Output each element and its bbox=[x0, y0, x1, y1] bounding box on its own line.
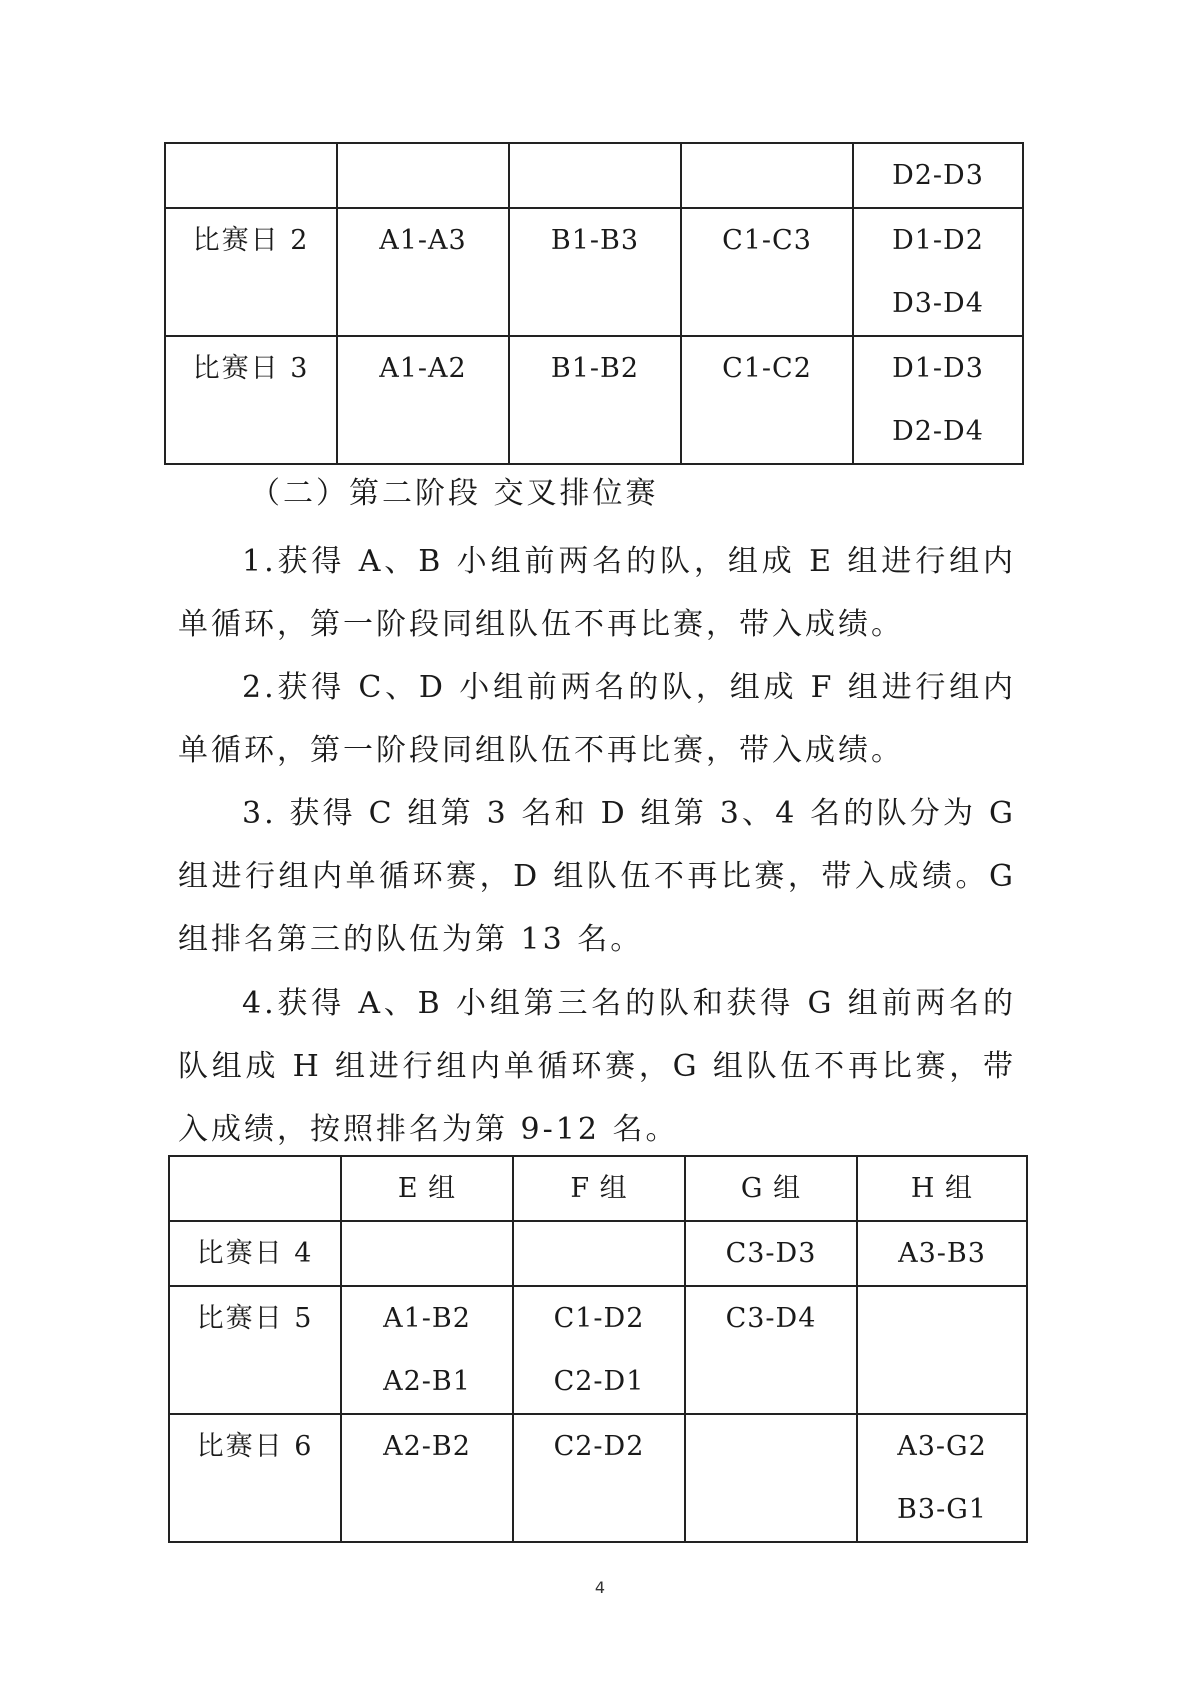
header-cell bbox=[341, 1156, 513, 1221]
table-cell bbox=[341, 1414, 513, 1542]
column-header: H 组 bbox=[910, 1173, 974, 1204]
paragraph: 4.获得 A、B 小组第三名的队和获得 G 组前两名的队组成 H 组进行组内单循环赛，G 组队伍不再比赛，带入成绩，按照排名为第 9-12 名。 bbox=[178, 986, 1016, 1147]
table-cell bbox=[685, 1221, 857, 1286]
row-label-cell bbox=[169, 1221, 341, 1286]
row-label: 比赛日 3 bbox=[192, 353, 310, 384]
table-cell bbox=[509, 208, 681, 336]
match-entry: C2-D1 bbox=[553, 1366, 645, 1397]
section-heading: （二）第二阶段 交叉排位赛 bbox=[250, 476, 659, 511]
table-cell bbox=[681, 143, 853, 208]
table-cell bbox=[341, 1221, 513, 1286]
match-entry: A1-A3 bbox=[379, 225, 467, 256]
table-cell bbox=[337, 336, 509, 464]
table-cell bbox=[857, 1286, 1027, 1414]
table-cell bbox=[509, 336, 681, 464]
table-cell bbox=[337, 143, 509, 208]
table-cell bbox=[513, 1286, 685, 1414]
match-entry: C1-D2 bbox=[553, 1303, 645, 1334]
header-cell bbox=[169, 1156, 341, 1221]
row-label: 比赛日 4 bbox=[196, 1238, 314, 1269]
table-cell bbox=[857, 1221, 1027, 1286]
column-header: F 组 bbox=[570, 1173, 628, 1204]
match-entry: D3-D4 bbox=[892, 288, 984, 319]
column-header bbox=[170, 1157, 340, 1220]
table-cell bbox=[681, 208, 853, 336]
table-cell bbox=[685, 1286, 857, 1414]
row-label-cell bbox=[165, 208, 337, 336]
table-cell bbox=[337, 208, 509, 336]
table-cell bbox=[341, 1286, 513, 1414]
header-cell bbox=[513, 1156, 685, 1221]
table-cell bbox=[685, 1414, 857, 1542]
schedule-table-stage-two bbox=[168, 1155, 1028, 1543]
match-entry: A3-G2 bbox=[897, 1431, 987, 1462]
table-row bbox=[169, 1414, 1027, 1542]
match-entry: D1-D3 bbox=[892, 353, 984, 384]
paragraph: 1.获得 A、B 小组前两名的队，组成 E 组进行组内单循环，第一阶段同组队伍不再比赛，带入成绩。 bbox=[178, 544, 1016, 642]
page-number: 4 bbox=[594, 1578, 606, 1597]
match-entry: D2-D3 bbox=[892, 160, 984, 191]
paragraph: 3. 获得 C 组第 3 名和 D 组第 3、4 名的队分为 G 组进行组内单循环赛，D 组队伍不再比赛，带入成绩。G 组排名第三的队伍为第 13 名。 bbox=[178, 796, 1016, 957]
match-entry: C3-D4 bbox=[725, 1303, 817, 1334]
row-label-cell bbox=[165, 143, 337, 208]
header-cell bbox=[685, 1156, 857, 1221]
row-label-cell bbox=[165, 336, 337, 464]
match-entry: D2-D4 bbox=[892, 416, 984, 447]
table-cell bbox=[853, 208, 1023, 336]
table-row bbox=[169, 1221, 1027, 1286]
table-cell bbox=[853, 336, 1023, 464]
table-row bbox=[169, 1286, 1027, 1414]
match-entry: C3-D3 bbox=[725, 1238, 817, 1269]
column-header: E 组 bbox=[397, 1173, 457, 1204]
table-cell bbox=[857, 1414, 1027, 1542]
table-row bbox=[165, 336, 1023, 464]
match-entry: A2-B2 bbox=[383, 1431, 471, 1462]
match-entry: D1-D2 bbox=[892, 225, 984, 256]
row-label-cell bbox=[169, 1286, 341, 1414]
row-label: 比赛日 6 bbox=[196, 1431, 314, 1462]
paragraph: 2.获得 C、D 小组前两名的队，组成 F 组进行组内单循环，第一阶段同组队伍不再比赛，带入成绩。 bbox=[178, 670, 1016, 768]
match-entry: C1-C3 bbox=[722, 225, 812, 256]
match-entry: A1-A2 bbox=[379, 353, 467, 384]
row-label: 比赛日 2 bbox=[192, 225, 310, 256]
row-label-cell bbox=[169, 1414, 341, 1542]
match-entry: C1-C2 bbox=[722, 353, 812, 384]
column-header: G 组 bbox=[740, 1173, 802, 1204]
row-label: 比赛日 5 bbox=[196, 1303, 314, 1334]
match-entry: B1-B3 bbox=[550, 225, 640, 256]
match-entry: A3-B3 bbox=[898, 1238, 986, 1269]
table-row bbox=[165, 208, 1023, 336]
table-cell bbox=[681, 336, 853, 464]
row-label bbox=[166, 144, 336, 207]
table-cell bbox=[513, 1414, 685, 1542]
match-entry: A2-B1 bbox=[383, 1366, 471, 1397]
table-header-row bbox=[169, 1156, 1027, 1221]
match-entry: A1-B2 bbox=[383, 1303, 471, 1334]
match-entry: B1-B2 bbox=[550, 353, 640, 384]
header-cell bbox=[857, 1156, 1027, 1221]
table-cell bbox=[853, 143, 1023, 208]
table-cell bbox=[509, 143, 681, 208]
table-cell bbox=[513, 1221, 685, 1286]
table-row bbox=[165, 143, 1023, 208]
schedule-table-stage-one bbox=[164, 142, 1024, 465]
match-entry: C2-D2 bbox=[553, 1431, 645, 1462]
match-entry: B3-G1 bbox=[897, 1494, 987, 1525]
